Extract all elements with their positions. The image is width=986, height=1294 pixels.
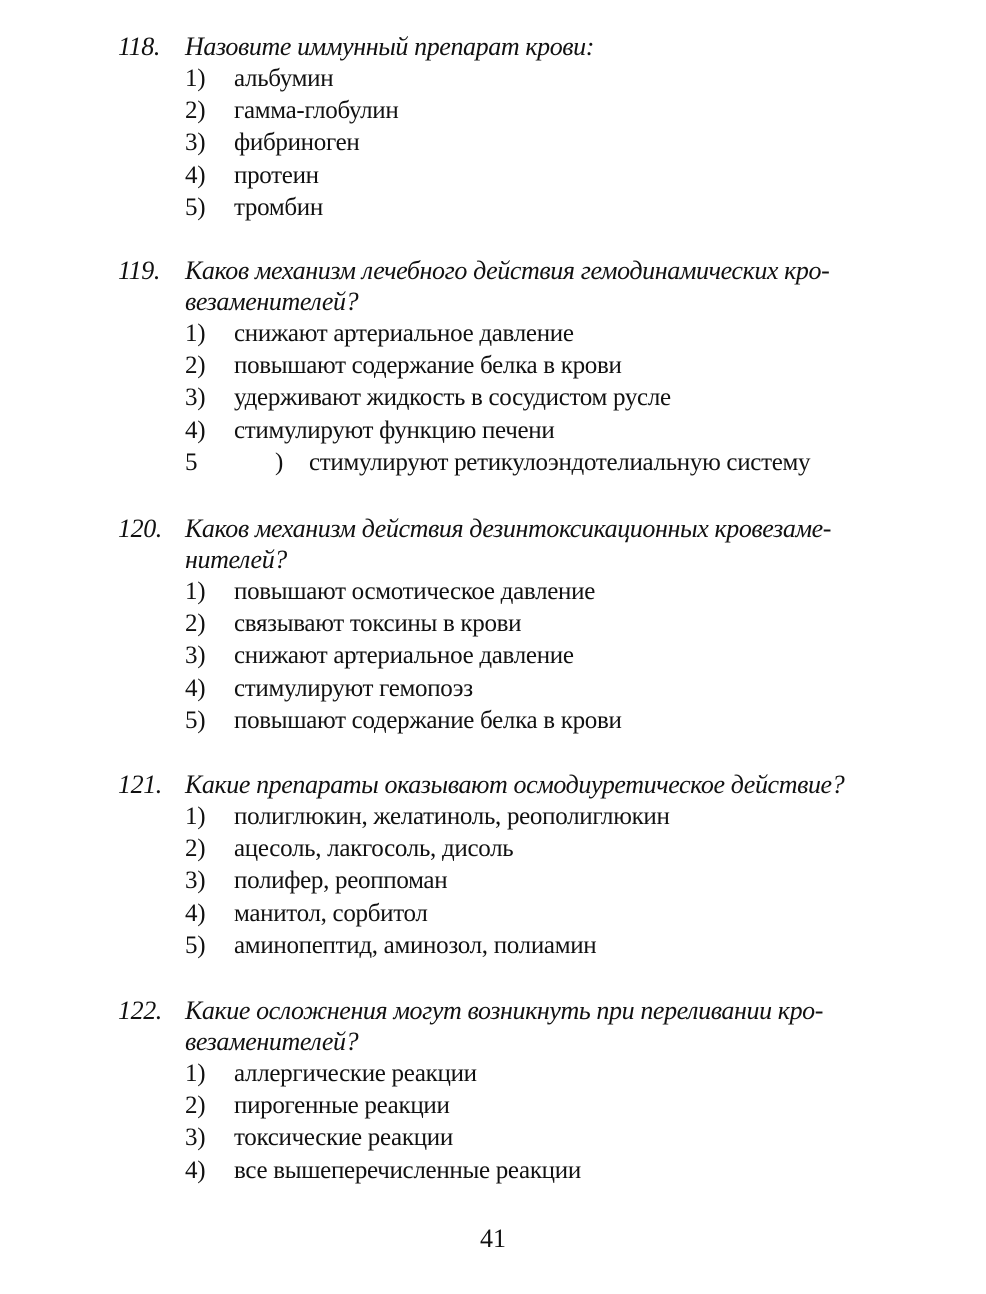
answer-option [118,576,878,608]
option-number: 5) [185,193,206,221]
option-text: стимулируют ретикулоэндотелиальную систему [309,448,811,476]
question-number: 119. [118,256,160,285]
question-text-line: везаменителей? [185,1027,359,1056]
answer-option [118,192,878,224]
option-text: гамма-глобулин [234,97,399,125]
option-text: снижают артериальное давление [234,320,574,347]
question-heading [118,995,878,1057]
question-text [185,31,875,62]
option-number: 3) [185,384,206,412]
option-number: 3) [185,867,206,895]
option-text: манитол, сорбитол [234,899,428,927]
answer-option [118,95,878,127]
option-number: 3) [185,129,206,157]
answer-options [118,576,878,737]
answer-options [118,63,878,224]
option-number: 1) [185,65,206,92]
answer-option [118,160,878,192]
question-119 [118,255,878,479]
answer-option [118,350,878,382]
question-text-line: Каков механизм лечебного действия гемодинамических кро- [185,256,830,285]
answer-option [118,1090,878,1122]
option-text: все вышеперечисленные реакции [234,1156,581,1184]
question-text-line: Какие осложнения могут возникнуть при переливании кро- [185,996,824,1025]
option-number: 2) [185,835,206,863]
option-text: протеин [234,161,319,189]
option-number: 2) [185,352,206,380]
question-text [185,513,875,575]
answer-option [118,833,878,865]
question-number: 118. [118,32,160,61]
option-number: 1) [185,320,206,347]
question-text-line: везаменителей? [185,287,359,316]
question-text [185,255,875,317]
answer-options [118,318,878,479]
option-text: полиглюкин, желатиноль, реополиглюкин [234,803,670,830]
option-text: стимулируют функцию печени [234,416,555,444]
option-number: 4) [185,1156,206,1184]
question-text [185,995,875,1057]
option-text: тромбин [234,193,323,221]
option-number: 4) [185,416,206,444]
question-text-line: Назовите иммунный препарат крови: [185,32,595,61]
answer-option [118,865,878,897]
answer-option [118,898,878,930]
answer-option [118,930,878,962]
option-number: 3) [185,1124,206,1152]
option-text: полифер, реоппоман [234,867,448,895]
question-text-line: Какие препараты оказывают осмодиуретическое действие? [185,770,845,799]
question-text [185,769,875,800]
question-heading [118,769,878,800]
option-text: пирогенные реакции [234,1092,450,1120]
option-number: 1) [185,1060,206,1087]
question-120 [118,513,878,737]
option-number: 3) [185,642,206,670]
page-number: 41 [480,1224,506,1253]
question-text-line: нителей? [185,545,287,574]
answer-option [118,382,878,414]
option-text: повышают содержание белка в крови [234,352,622,380]
option-number: 4) [185,674,206,702]
option-text: токсические реакции [234,1124,453,1152]
option-text: связывают токсины в крови [234,610,522,638]
option-number: 2) [185,1092,206,1120]
question-heading [118,255,878,317]
option-text: ацесоль, лакгосоль, дисоль [234,835,514,863]
option-text: снижают артериальное давление [234,642,574,670]
option-text: фибриноген [234,129,360,157]
answer-option [118,801,878,833]
option-text: удерживают жидкость в сосудистом русле [234,384,671,412]
option-text: аллергические реакции [234,1060,477,1087]
option-number: 5) [185,706,206,734]
option-text: аминопептид, аминозол, полиамин [234,931,597,959]
question-121 [118,769,878,962]
option-text: повышают осмотическое давление [234,578,595,605]
question-heading [118,513,878,575]
answer-options [118,1058,878,1187]
option-number: 5) [185,931,206,959]
answer-option [118,63,878,95]
question-text-line: Каков механизм действия дезинтоксикационных кровезаме- [185,514,832,543]
answer-option [118,1155,878,1187]
answer-option [118,608,878,640]
answer-option [118,127,878,159]
question-heading [118,31,878,62]
option-text: альбумин [234,65,334,92]
answer-option [118,673,878,705]
option-text: повышают содержание белка в крови [234,706,622,734]
option-number: 1) [185,578,206,605]
option-number: 4) [185,161,206,189]
question-number: 121. [118,770,162,799]
answer-option [118,415,878,447]
option-number: 2) [185,97,206,125]
answer-option [118,318,878,350]
question-122 [118,995,878,1187]
option-number-paren: ) [275,448,284,476]
option-number: 2) [185,610,206,638]
question-number: 120. [118,514,162,543]
option-number: 4) [185,899,206,927]
answer-option [118,640,878,672]
answer-option [118,1122,878,1154]
answer-options [118,801,878,962]
option-text: стимулируют гемопоэз [234,674,473,702]
option-number: 5 [185,448,198,476]
question-number: 122. [118,996,162,1025]
question-118 [118,31,878,224]
answer-option [118,705,878,737]
answer-option [118,447,878,479]
answer-option [118,1058,878,1090]
option-number: 1) [185,803,206,830]
